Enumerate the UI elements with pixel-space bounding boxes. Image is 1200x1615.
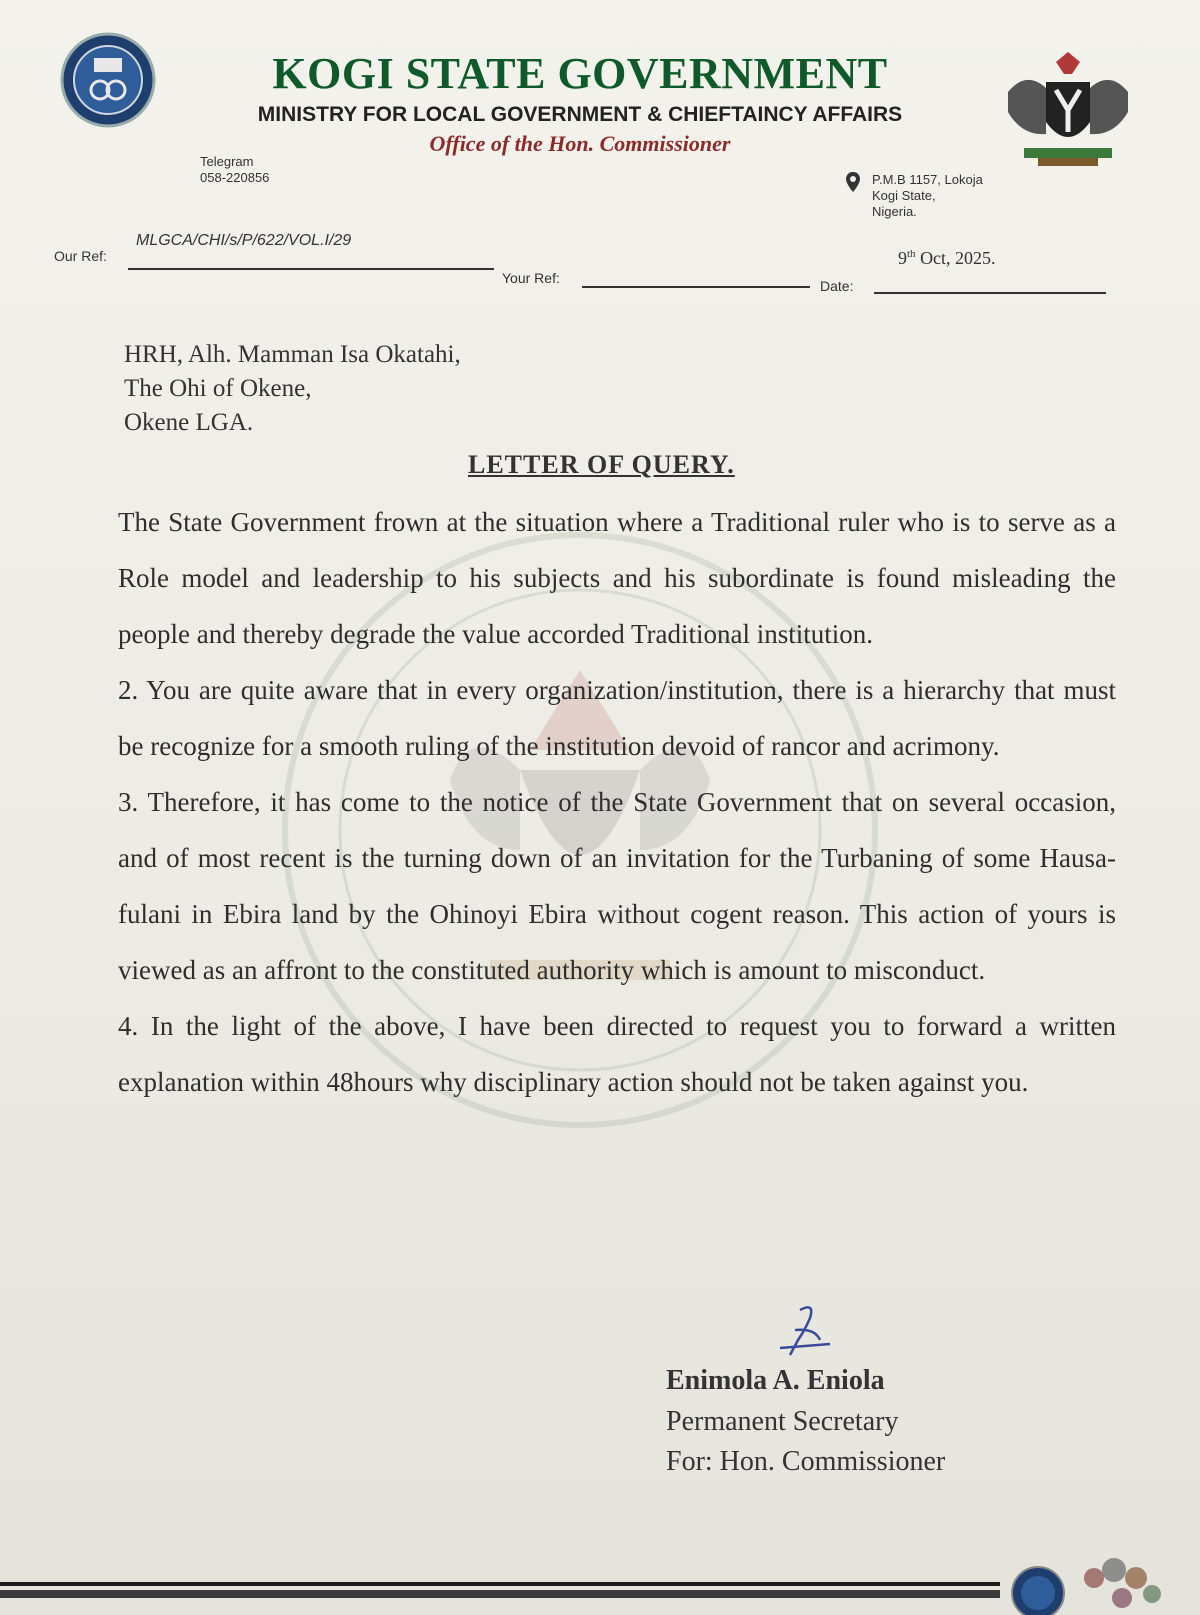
coat-of-arms-icon xyxy=(998,52,1138,170)
date-suffix: th xyxy=(907,248,916,260)
footer-rule-thick xyxy=(0,1590,1000,1598)
signatory-name: Enimola A. Eniola xyxy=(666,1365,885,1396)
addressee-line-3: Okene LGA. xyxy=(124,409,254,436)
postal-address xyxy=(872,172,983,220)
our-ref-line xyxy=(128,268,494,270)
signatory-for: For: Hon. Commissioner xyxy=(666,1446,946,1477)
state-seal-icon xyxy=(44,30,172,130)
our-ref-label: Our Ref: xyxy=(54,248,107,264)
date-line xyxy=(874,292,1106,294)
paragraph-2: 2. You are quite aware that in every organization/institution, there is a hierarchy that must be recognize for a smooth ruling of the institution devoid of rancor and acrimony. xyxy=(118,675,1116,761)
location-pin-icon xyxy=(846,172,860,192)
date-rest: Oct, 2025. xyxy=(915,248,996,268)
telegram-label: Telegram xyxy=(200,154,254,169)
office-name: Office of the Hon. Commissioner xyxy=(429,131,731,156)
signature-mark xyxy=(770,1300,840,1360)
footer-coat-of-arms-icon xyxy=(1074,1548,1164,1615)
our-ref-value: MLGCA/CHI/s/P/622/VOL.I/29 xyxy=(136,232,352,249)
date-day: 9 xyxy=(898,248,907,268)
signatory-title: Permanent Secretary xyxy=(666,1406,899,1437)
date-label: Date: xyxy=(820,278,854,294)
paragraph-1: The State Government frown at the situation where a Traditional ruler who is to serve as a Role model and leadership to his subjects and his subordinate is found misleading the people and thereby degrade the value accorded Traditional institution. xyxy=(118,507,1116,649)
date-value xyxy=(898,248,996,269)
letter-heading: LETTER OF QUERY. xyxy=(468,450,735,479)
footer-rule-thin xyxy=(0,1582,1000,1586)
letter-body xyxy=(118,494,1116,1110)
paragraph-4: 4. In the light of the above, I have been directed to request you to forward a written explanation within 48hours why disciplinary action should not be taken against you. xyxy=(118,1011,1116,1097)
address-line-3: Nigeria. xyxy=(872,204,917,219)
paragraph-3: 3. Therefore, it has come to the notice of the State Government that on several occasion, and of most recent is the turning down of an invitation for the Turbaning of some Hausa-fulani in Ebira land by the Ohinoyi Ebira without cogent reason. This action of yours is viewed as an affront to the constituted authority which is amount to misconduct. xyxy=(118,787,1116,985)
ministry-name: MINISTRY FOR LOCAL GOVERNMENT & CHIEFTAINCY AFFAIRS xyxy=(257,103,903,126)
addressee-line-2: The Ohi of Okene, xyxy=(124,375,312,402)
your-ref-label: Your Ref: xyxy=(502,270,560,286)
addressee-line-1: HRH, Alh. Mamman Isa Okatahi, xyxy=(124,341,461,368)
footer-seal-icon xyxy=(1010,1565,1066,1615)
telegram-number: 058-220856 xyxy=(200,170,270,185)
addressee-block xyxy=(124,338,461,440)
telegram-block xyxy=(200,154,269,186)
letterhead-title: KOGI STATE GOVERNMENT xyxy=(272,49,888,98)
address-line-1: P.M.B 1157, Lokoja xyxy=(872,172,983,187)
address-line-2: Kogi State, xyxy=(872,188,936,203)
your-ref-line xyxy=(582,286,810,288)
